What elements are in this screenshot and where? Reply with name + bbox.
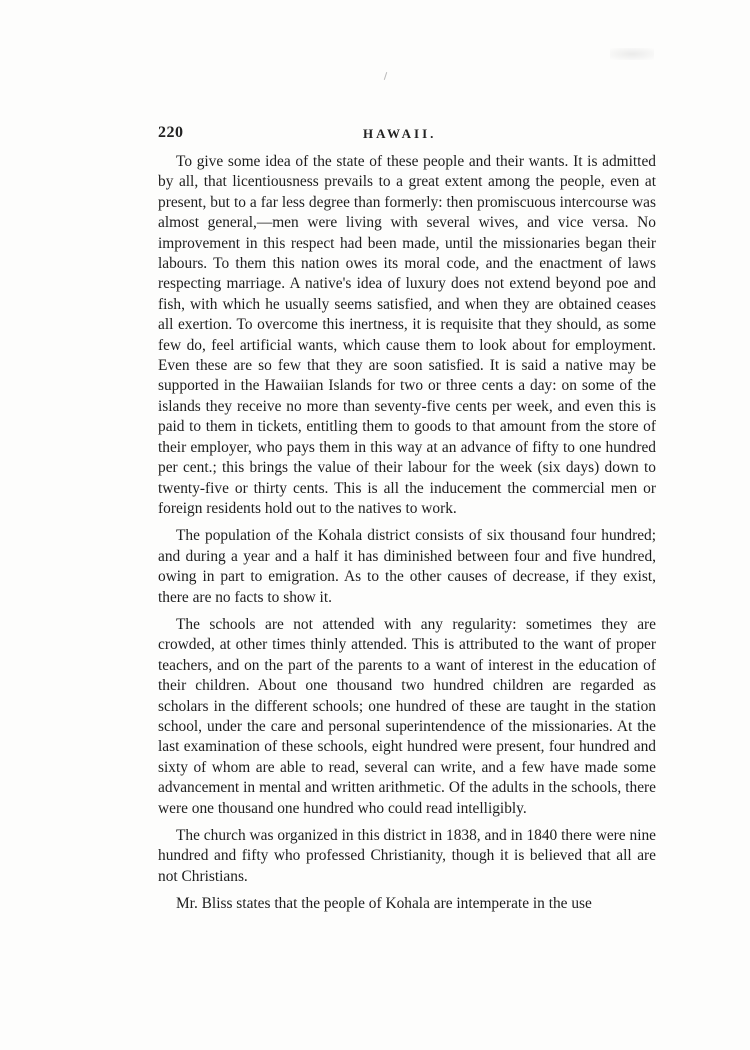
body-text [158, 152, 656, 922]
page-number: 220 [158, 124, 184, 141]
page-smudge [610, 48, 654, 60]
page-mark [384, 72, 387, 80]
running-head: HAWAII. [363, 126, 437, 141]
paragraph-1: To give some idea of the state of these people and their wants. It is admitted by all, that licentiousness prevails to a great extent among the people, even at present, but to a far less degree than formerly: then promiscuous intercourse was almost general,—men were living with several wives, and vice versa. No improvement in this respect had been made, until the missionaries began their labours. To them this nation owes its moral code, and the enactment of laws respecting marriage. A native's idea of luxury does not extend beyond poe and fish, with which he usually seems satisfied, and when they are obtained ceases all exertion. To overcome this inertness, it is requisite that they should, as some few do, feel artificial wants, which cause them to look about for employment. Even these are so few that they are soon satisfied. It is said a native may be supported in the Hawaiian Islands for two or three cents a day: on some of the islands they receive no more than seventy-five cents per week, and even this is paid to them in tickets, entitling them to goods to that amount from the store of their employer, who pays them in this way at an advance of fifty to one hundred per cent.; this brings the value of their labour for the week (six days) down to twenty-five or thirty cents. This is all the inducement the commercial men or foreign residents hold out to the natives to work. [158, 153, 656, 517]
paragraph-3: The schools are not attended with any regularity: sometimes they are crowded, at other times thinly attended. This is attributed to the want of proper teachers, and on the part of the parents to a want of interest in the education of their children. About one thousand two hundred children are regarded as scholars in the different schools; one hundred of these are taught in the station school, under the care and personal superintendence of the missionaries. At the last examination of these schools, eight hundred were present, four hundred and sixty of whom are able to read, several can write, and a few have made some advancement in mental and written arithmetic. Of the adults in the schools, there were one thousand one hundred who could read intelligibly. [158, 615, 656, 817]
page-header [158, 124, 658, 144]
paragraph-4: The church was organized in this district in 1838, and in 1840 there were nine hundred and fifty who professed Christianity, though it is believed that all are not Christians. [158, 827, 656, 885]
paragraph-5: Mr. Bliss states that the people of Kohala are intemperate in the use [176, 895, 592, 913]
paragraph-2: The population of the Kohala district consists of six thousand four hundred; and during a year and a half it has diminished between four and five hundred, owing in part to emigration. As to the other causes of decrease, if they exist, there are no facts to show it. [158, 527, 656, 606]
